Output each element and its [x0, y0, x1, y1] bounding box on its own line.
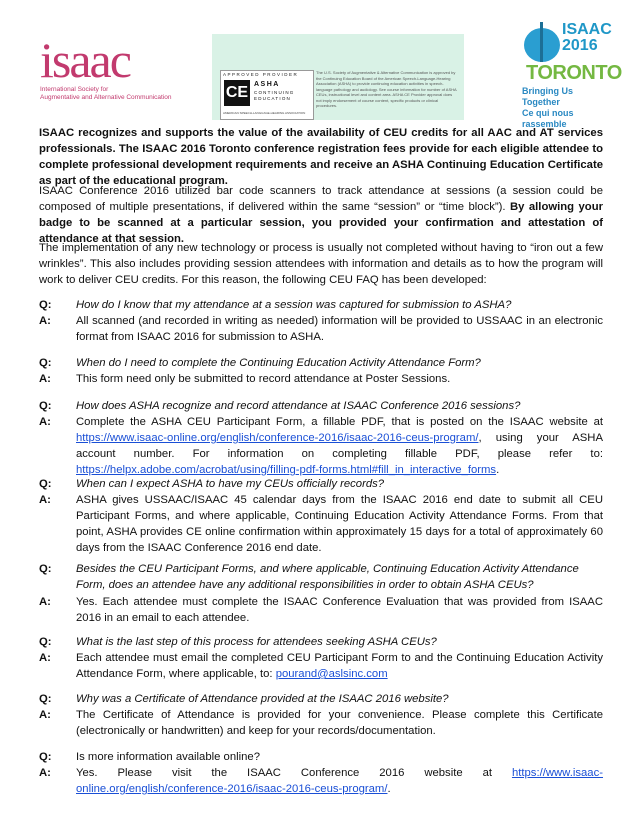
faq-question-4-text: When can I expect ASHA to have my CEUs officially records?: [76, 478, 385, 490]
answer-label: A:: [39, 494, 51, 506]
answer-label: A:: [39, 416, 51, 428]
answer-label: A:: [39, 315, 51, 327]
faq-answer-3-post: .: [496, 464, 500, 476]
asha-continuing-education: CONTINUING EDUCATION: [254, 90, 295, 101]
faq-answer-6-pre: Each attendee must email the completed CEU Participant Form to and the Continuing Education Activity Attendance Form, where applicable, to:: [76, 652, 603, 680]
faq-answer-8-pre: Yes. Please visit the ISAAC Conference 2016 website at: [76, 767, 512, 779]
faq-answer-4-text: ASHA gives USSAAC/ISAAC 45 calendar days from the ISAAC 2016 end date to submit all CEU Participant Forms, and where applicable, Continuing Education Activity Attendance Forms. From that point, ASHA provides CE online confirmation within approximately 15 days for a total of approximately 60 days from the ISAAC Conference 2016 end date.: [76, 494, 603, 554]
intro-paragraph-2-text: ISAAC Conference 2016 utilized bar code scanners to track attendance at sessions (a session could be composed of multiple presentations, if delivered within the same “session” or “time block”).: [39, 185, 603, 213]
cn-tower-icon: [540, 22, 543, 62]
toronto-logo-tagline-fr: Ce qui nous rassemble: [522, 108, 574, 129]
faq-answer-1-text: All scanned (and recorded in writing as needed) information will be provided to USSAAC in an electronic format from ISAAC 2016 for submission to ASHA.: [76, 315, 603, 343]
asha-disclaimer-text: The U.S. Society of Augmentative & Alternative Communication is approved by the Continuing Education Board of the American Speech-Language-Hearing Association (ASHA) to provide continuing education activities in speech-language pathology and audiology. See course information for number of ASHA CEUs, instructional level and content area. ASHA CE Provider approval does not imply endorsement of course content, specific products or clinical procedures.: [316, 70, 457, 108]
asha-approved-label: APPROVED PROVIDER: [223, 72, 299, 77]
question-label: Q:: [39, 400, 52, 412]
adobe-fill-pdf-link[interactable]: https://helpx.adobe.com/acrobat/using/filling-pdf-forms.html#fill_in_interactive_forms: [76, 464, 497, 476]
faq-question-8-text: Is more information available online?: [76, 751, 260, 763]
asha-ce-mark: CE: [224, 80, 250, 106]
isaac-logo-subtitle-line2: Augmentative and Alternative Communication: [40, 94, 172, 101]
toronto-logo-tagline: [522, 86, 612, 130]
toronto-logo-tagline-en: Bringing Us Together: [522, 86, 573, 107]
faq-answer-3-pre: Complete the ASHA CEU Participant Form, a fillable PDF, that is posted on the ISAAC website at: [76, 416, 603, 428]
email-link[interactable]: pourand@aslsinc.com: [275, 668, 388, 680]
faq-answer-8-text: [76, 765, 603, 797]
isaac-logo-subtitle-line1: International Society for: [40, 86, 109, 93]
answer-label: A:: [39, 767, 51, 779]
answer-label: A:: [39, 709, 51, 721]
faq-answer-5-text: Yes. Each attendee must complete the ISAAC Conference Evaluation that was provided from ISAAC 2016 in an email to each attendee.: [76, 596, 603, 624]
question-label: Q:: [39, 357, 52, 369]
intro-paragraph-3: The implementation of any new technology or process is usually not completed without having to “iron out a few wrinkles”. This also includes providing session attendees with information and details as to how the program will work to deliver CEU credits. For this reason, the following CEU FAQ has been developed:: [39, 242, 603, 286]
isaac-logo-subtitle: [40, 86, 180, 102]
answer-label: A:: [39, 373, 51, 385]
intro-paragraph-2: [39, 183, 603, 247]
asha-logo: [220, 70, 314, 120]
faq-question-3-text: How does ASHA recognize and record attendance at ISAAC Conference 2016 sessions?: [76, 400, 521, 412]
faq-question-5-text: Besides the CEU Participant Forms, and where applicable, Continuing Education Activity Attendance Form, does an attendee have any additional responsibilities in order to obtain ASHA CEUs?: [76, 563, 579, 591]
faq-answer-8-post: .: [387, 783, 391, 795]
isaac-logo-word: isaac: [40, 32, 130, 88]
faq-answer-3-mid: , using your ASHA account number. For information on completing fillable PDF, please refer to:: [76, 432, 603, 460]
asha-wordmark: ASHA: [254, 81, 280, 88]
faq-question-6-text: What is the last step of this process for attendees seeking ASHA CEUs?: [76, 636, 437, 648]
isaac-ceus-program-link[interactable]: https://www.isaac-online.org/english/conference-2016/isaac-2016-ceus-program/: [76, 432, 479, 444]
isaac-ceus-program-link[interactable]: https://www.isaac-online.org/english/conference-2016/isaac-2016-ceus-program/: [76, 767, 603, 795]
isaac-logo: [38, 34, 188, 112]
question-label: Q:: [39, 563, 52, 575]
faq-answer-7-text: The Certificate of Attendance is provided for your convenience. Please complete this Certificate (electronically or handwritten) and keep for your records/documentation.: [76, 709, 603, 737]
toronto-logo-year: 2016: [562, 37, 598, 54]
faq-question-2-text: When do I need to complete the Continuing Education Activity Attendance Form?: [76, 357, 481, 369]
faq-question-7-text: Why was a Certificate of Attendance provided at the ISAAC 2016 website?: [76, 693, 449, 705]
isaac-2016-toronto-logo: [518, 21, 622, 129]
question-label: Q:: [39, 693, 52, 705]
answer-label: A:: [39, 596, 51, 608]
intro-paragraph-2-bold: By allowing your badge to be scanned at a particular session, you provided your confirmation and attestation of attendance at that session.: [39, 201, 604, 245]
toronto-logo-city: TORONTO: [526, 62, 622, 84]
intro-paragraph-1: ISAAC recognizes and supports the value of the availability of CEU credits for all AAC and AT services professionals. The ISAAC 2016 Toronto conference registration fees provide for each eligible attendee to complete professional development requirements and receive an ASHA Continuing Education Certificate as part of the educational program.: [39, 127, 603, 187]
faq-answer-3-text: [76, 414, 603, 478]
faq-answer-6-text: [76, 650, 603, 682]
faq-answer-2-text: This form need only be submitted to record attendance at Poster Sessions.: [76, 373, 451, 385]
faq-question-1-text: How do I know that my attendance at a session was captured for submission to ASHA?: [76, 299, 512, 311]
asha-footer: AMERICAN SPEECH-LANGUAGE-HEARING ASSOCIATION: [223, 111, 306, 115]
question-label: Q:: [39, 636, 52, 648]
toronto-logo-isaac: ISAAC: [562, 21, 612, 38]
asha-approved-provider-badge: [212, 34, 464, 120]
question-label: Q:: [39, 751, 52, 763]
question-label: Q:: [39, 299, 52, 311]
question-label: Q:: [39, 478, 52, 490]
answer-label: A:: [39, 652, 51, 664]
